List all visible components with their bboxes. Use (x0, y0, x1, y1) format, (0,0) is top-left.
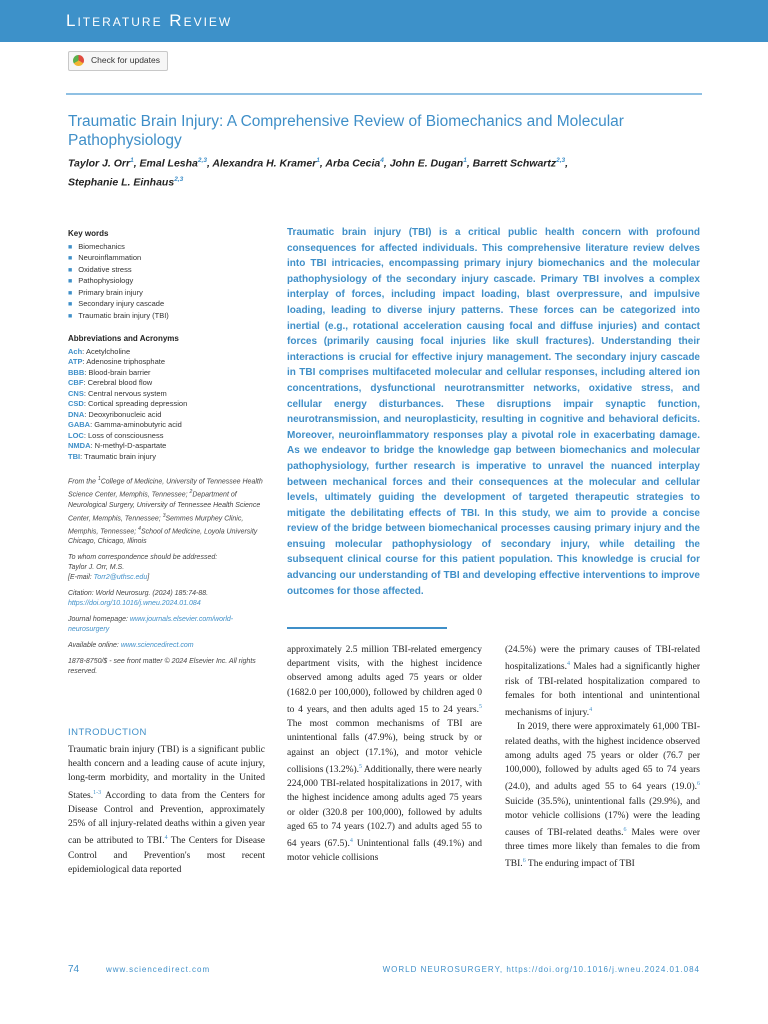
copyright: 1878-8750/$ - see front matter © 2024 Elsevier Inc. All rights reserved. (68, 658, 256, 676)
abbreviation-item: ATP: Adenosine triphosphate (68, 357, 166, 366)
abstract: Traumatic brain injury (TBI) is a critical public health concern with profound consequences for affected individuals. This comprehensive literature review delves into TBI intricacies, encompassing primary injury biomechanics and the molecular pathophysiology of the secondary injury cascade. Primary TBI involves a complex interplay of forces, including impact loading, blast overpressure, and impulsive loading, leading to diverse injury patterns. These forces can be categorized into inertial (e.g., rotational acceleration causing focal and diffuse injuries) and contact forces (primarily causing focal injuries like skull fractures). Understanding their interactions is crucial for effective injury management. The secondary injury cascade in TBI comprises multifaceted molecular and cellular responses, including altered ion concentrations, dysfunctional neurotransmitter networks, oxidative stress, and cellular energy disturbances. These disruptions impair synaptic function, neurotransmission, and neuroplasticity, resulting in cognitive and behavioral deficits. Moreover, neuroinflammatory responses play a pivotal role in exacerbating damage. As we endeavor to bridge the knowledge gap between biomechanics and molecular pathophysiology, further research is imperative to unravel the nuanced interplay between mechanical forces and their consequences at the molecular and cellular levels, ultimately guiding the development of targeted therapeutic strategies to mitigate the debilitating effects of TBI. In this study, we aim to provide a concise review of the bridge between biomechanical processes causing primary injury and the ensuing molecular pathophysiology of secondary injury, while detailing the subsequent clinical course for this patient population. This knowledge is crucial for advancing our understanding of TBI and developing effective interventions to improve outcomes for those affected. (287, 227, 700, 597)
page-number: 74 (68, 964, 80, 975)
journal-homepage (68, 615, 268, 635)
author: Emal Lesha (139, 157, 198, 170)
abbreviation-definition: Adenosine triphosphate (86, 357, 166, 366)
title-rule (66, 93, 702, 95)
keywords-heading: Key words (68, 229, 109, 238)
author-affiliation: 2,3 (197, 157, 207, 164)
reference-marker[interactable]: 4 (567, 661, 571, 668)
body-text: Additionally, there were nearly 224,000 TBI-related hospitalizations in 2017, with the highest incidence among adults aged 75 years or older (320.8 per 100,000), followed by adults aged 65 to 74 years (102.7) and adults aged 55 to 64 years (67.5). (287, 764, 482, 850)
author-affiliation: 4 (380, 157, 384, 164)
email-label: [E-mail: (68, 574, 94, 582)
abbreviation-item: CSD: Cortical spreading depression (68, 399, 188, 408)
abbreviation-definition: Central nervous system (88, 388, 167, 398)
body-text: (24.5%) were the primary causes of TBI-related hospitalizations. (505, 645, 700, 673)
homepage-label: Journal homepage: (68, 616, 130, 624)
paragraph (505, 643, 700, 720)
affiliation-number: 1 (97, 476, 101, 482)
sciencedirect-link[interactable]: www.sciencedirect.com (120, 642, 194, 650)
abbreviation-term: DNA (68, 409, 85, 419)
abbreviation-term: TBI (68, 451, 81, 461)
abbreviation-term: GABA (68, 420, 91, 429)
abbreviation-definition: Deoxyribonucleic acid (88, 409, 162, 419)
reference-marker[interactable]: 4 (164, 835, 168, 842)
body-text: The Centers for Disease Control and Prevention's most recent epidemiological data reported (68, 836, 265, 875)
abbreviation-term: ATP (68, 357, 83, 366)
author-affiliation: 2,3 (174, 175, 184, 183)
abstract-divider (287, 627, 447, 629)
author-separator: , (206, 157, 213, 170)
abbreviation-item: LOC: Loss of consciousness (68, 430, 164, 440)
author-affiliation: 1 (130, 157, 134, 164)
body-text: Unintentional falls (49.1%) and motor vehicle collisions (287, 839, 482, 864)
author: Taylor J. Orr (68, 157, 131, 170)
paragraph (505, 720, 700, 872)
reference-marker[interactable]: 6 (623, 826, 627, 833)
author-list (68, 153, 708, 190)
citation (68, 589, 268, 609)
abbreviation-item: DNA: Deoxyribonucleic acid (68, 409, 162, 419)
affiliation-text: Department of Neurological Surgery, University of Tennessee Health Science Center, Memphis, Tennessee; (68, 491, 261, 522)
abbreviation-definition: Traumatic brain injury (84, 451, 156, 461)
correspondence (68, 553, 268, 583)
online-label: Available online: (68, 642, 121, 650)
abbreviation-item: CNS: Central nervous system (68, 388, 167, 398)
abbreviation-term: Ach (68, 346, 83, 356)
check-for-updates-button[interactable] (68, 51, 168, 71)
abbreviation-item: TBI: Traumatic brain injury (68, 451, 156, 461)
author-separator: , (319, 157, 326, 170)
abbreviation-definition: N-methyl-D-aspartate (94, 441, 167, 450)
affiliation-number: 4 (138, 525, 141, 532)
abbreviation-definition: Blood-brain barrier (88, 367, 151, 377)
abbreviation-list (68, 347, 268, 463)
reference-marker[interactable]: 6 (697, 781, 700, 788)
article-metadata (68, 474, 268, 677)
author-separator: , (133, 157, 140, 170)
abbreviation-term: NMDA (68, 441, 91, 450)
article-title: Traumatic Brain Injury: A Comprehensive Review of Biomechanics and Molecular Pathophysiology (68, 113, 624, 149)
available-online (68, 641, 268, 651)
check-updates-icon (73, 55, 84, 66)
section-label: Literature Review (66, 11, 233, 30)
abbreviation-term: CBF (68, 378, 84, 387)
author: Stephanie L. Einhaus (68, 176, 175, 188)
keyword-item: ■ Oxidative stress (68, 265, 268, 277)
reference-marker[interactable]: 4 (589, 706, 593, 713)
abbreviation-term: LOC (68, 430, 84, 440)
keyword-item: ■ Traumatic brain injury (TBI) (68, 311, 268, 323)
abbreviations-heading: Abbreviations and Acronyms (68, 334, 179, 343)
author-separator: , (466, 157, 473, 170)
introduction-heading: INTRODUCTION (68, 727, 147, 738)
correspondence-name: Taylor J. Orr, M.S. (68, 564, 125, 572)
body-text: According to data from the Centers for Disease Control and Prevention, approximately 25% of all injury-related deaths within a given year can be attributed to TBI. (68, 790, 265, 847)
author-affiliation: 1 (463, 157, 467, 164)
abbreviation-term: CNS (68, 388, 84, 398)
abbreviation-item: Ach: Acetylcholine (68, 346, 131, 356)
email-link[interactable]: Torr2@uthsc.edu (93, 574, 148, 582)
keyword-item: ■ Pathophysiology (68, 276, 268, 288)
author-separator: , (383, 157, 390, 170)
homepage-link[interactable]: www.journals.elsevier.com/world-neurosurgery (68, 616, 234, 634)
author: Barrett Schwartz (472, 157, 557, 170)
body-text: The most common mechanisms of TBI are unintentional falls (47.9%), being struck by or against an object (17.1%), and motor vehicle collisions (13.2%). (287, 719, 482, 775)
reference-marker[interactable]: 5 (479, 703, 482, 710)
abbreviation-item: CBF: Cerebral blood flow (68, 378, 153, 387)
affiliation-prefix: From the (68, 478, 98, 486)
affiliation-number: 3 (162, 512, 166, 519)
abbreviation-item: GABA: Gamma-aminobutyric acid (68, 420, 182, 429)
abbreviation-definition: Gamma-aminobutyric acid (94, 420, 182, 429)
body-text: Suicide (35.5%), unintentional falls (29.9%), and motor vehicle collisions (17%) were the leading causes of TBI-related deaths. (505, 796, 700, 839)
author-separator: , (565, 157, 569, 170)
check-updates-label: Check for updates (91, 55, 160, 65)
reference-marker[interactable]: 6 (522, 858, 526, 865)
author: Arba Cecia (325, 157, 381, 170)
author: Alexandra H. Kramer (212, 157, 317, 170)
body-column-2 (287, 643, 482, 866)
affiliation-number: 2 (189, 489, 193, 496)
section-header-bar (0, 0, 768, 42)
keyword-item: ■ Primary brain injury (68, 288, 268, 300)
abbreviation-term: CSD (68, 399, 84, 408)
body-text: Males were over three times more likely than females to die from TBI. (505, 828, 700, 870)
reference-marker[interactable]: 5 (359, 763, 363, 770)
reference-marker[interactable]: 1-3 (93, 789, 102, 796)
body-text: Traumatic brain injury (TBI) is a significant public health concern and a leading cause of acute injury, long-term morbidity, and mortality in the United States. (68, 745, 265, 801)
keyword-item: ■ Neuroinflammation (68, 253, 268, 265)
correspondence-label: To whom correspondence should be addressed: (68, 554, 218, 562)
citation-text: Citation: World Neurosurg. (2024) 185:74-88. (68, 590, 209, 598)
affiliation-text: School of Medicine, Loyola University Chicago, Chicago, Illinois (68, 528, 258, 546)
affiliations (68, 474, 268, 547)
reference-marker[interactable]: 4 (349, 837, 353, 844)
keyword-item: ■ Secondary injury cascade (68, 299, 268, 311)
abbreviation-term: BBB (68, 367, 85, 377)
sidebar (68, 229, 268, 683)
body-text: approximately 2.5 million TBI-related emergency department visits, with the highest incidence observed among adults aged 75 years or older (1682.0 per 100,000), followed by children aged 0 to 4 years, and then adults aged 15 to 24 years. (287, 645, 482, 715)
author-affiliation: 2,3 (556, 157, 566, 164)
body-column-3 (505, 643, 700, 872)
affiliation-text: College of Medicine, University of Tennessee Health Science Center, Memphis, Tennessee; (68, 478, 263, 499)
doi-link[interactable]: https://doi.org/10.1016/j.wneu.2024.01.084 (68, 600, 201, 608)
author: John E. Dugan (389, 157, 464, 170)
body-text: In 2019, there were approximately 61,000 TBI-related deaths, with the highest incidence observed among adults aged 75 years or older (76.7 per 100,000), followed by adults aged 65 to 74 years (24.0), and adults aged 55 to 64 years (19.0). (505, 722, 700, 793)
abbreviation-definition: Cerebral blood flow (87, 378, 153, 387)
body-column-1 (68, 743, 265, 877)
email-close: ] (147, 574, 150, 582)
keyword-list (68, 242, 268, 323)
footer-journal: WORLD NEUROSURGERY, https://doi.org/10.1016/j.wneu.2024.01.084 (382, 965, 700, 974)
abbreviation-definition: Acetylcholine (85, 346, 131, 356)
affiliation-text: Semmes Murphey Clinic, Memphis, Tennessee; (68, 514, 244, 536)
body-text: Males had a significantly higher risk of TBI-related hospitalization compared to females for both intentional and unintentional mechanisms of injury. (505, 662, 700, 719)
body-text: The enduring impact of TBI (525, 859, 635, 870)
abbreviation-item: BBB: Blood-brain barrier (68, 367, 151, 377)
footer-site-link[interactable]: www.sciencedirect.com (106, 965, 211, 974)
keyword-item: ■ Biomechanics (68, 242, 268, 254)
abbreviation-definition: Cortical spreading depression (88, 399, 188, 408)
author-affiliation: 1 (316, 157, 320, 164)
abbreviation-definition: Loss of consciousness (88, 430, 164, 440)
abbreviation-item: NMDA: N-methyl-D-aspartate (68, 441, 167, 450)
